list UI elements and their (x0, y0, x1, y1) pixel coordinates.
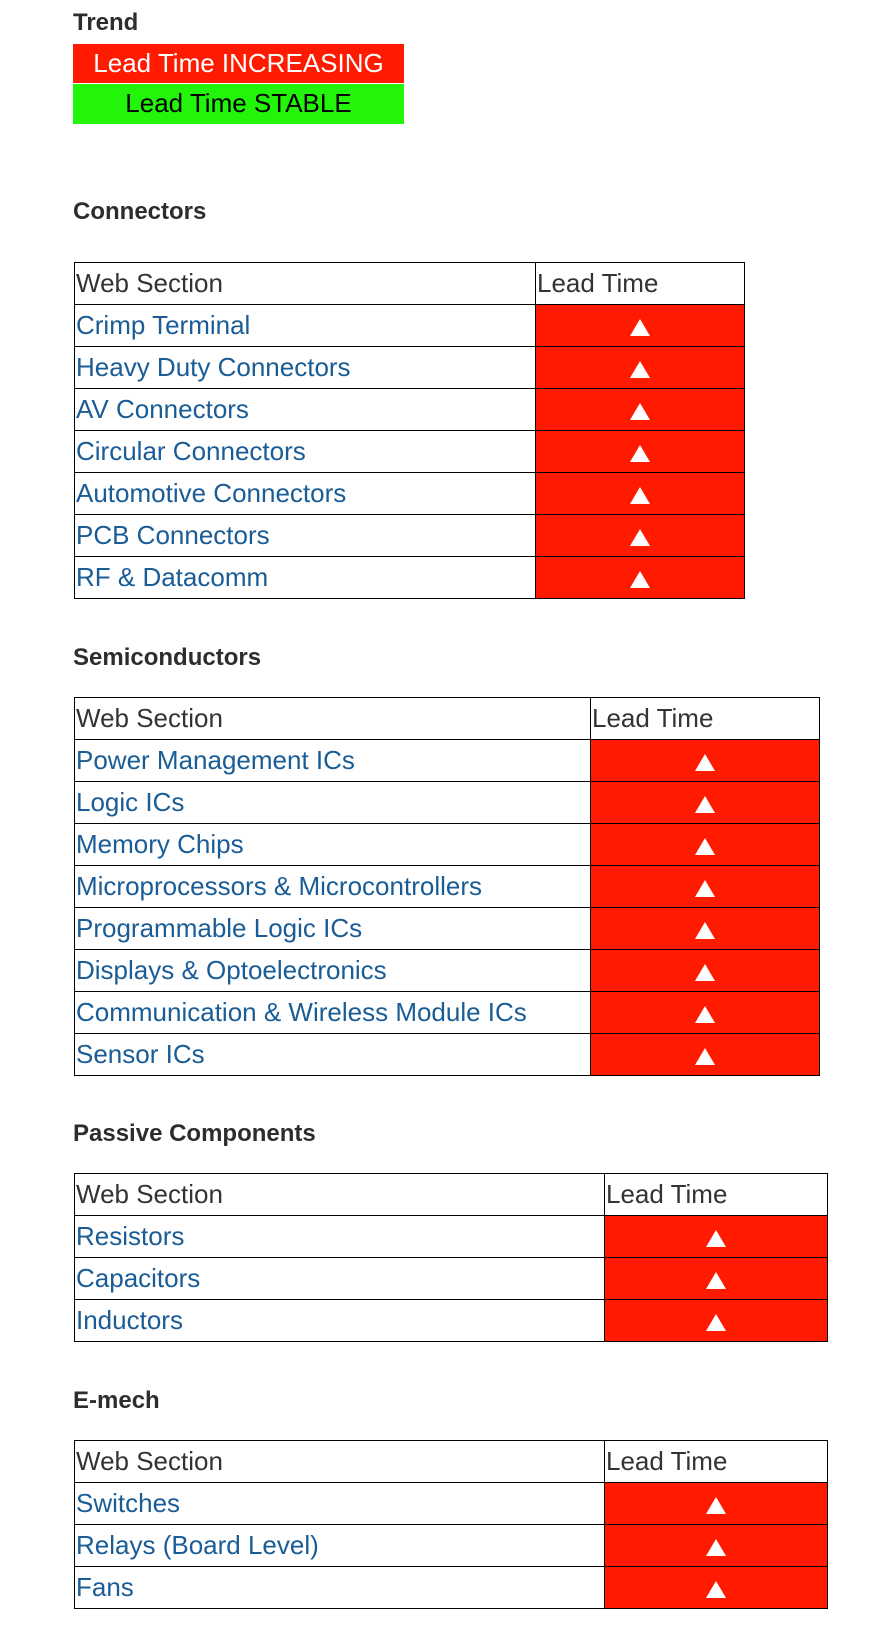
lead-time-cell (605, 1567, 828, 1609)
web-section-link[interactable]: Power Management ICs (76, 745, 355, 775)
web-section-link[interactable]: Automotive Connectors (76, 478, 347, 508)
web-section-link[interactable]: Logic ICs (76, 787, 185, 817)
web-section-cell (75, 866, 591, 908)
table-row (75, 1567, 828, 1609)
web-section-link[interactable]: Fans (76, 1572, 134, 1602)
connectors-table (74, 262, 745, 599)
web-section-link[interactable]: Crimp Terminal (76, 310, 251, 340)
table-row (75, 1258, 828, 1300)
web-section-link[interactable]: Inductors (76, 1305, 183, 1335)
up-triangle-icon (706, 1581, 726, 1598)
passive-table (74, 1173, 828, 1342)
table-row (75, 347, 745, 389)
web-section-link[interactable]: Programmable Logic ICs (76, 913, 363, 943)
lead-time-cell (536, 305, 745, 347)
table-row (75, 866, 820, 908)
up-triangle-icon (695, 1048, 715, 1065)
web-section-link[interactable]: Heavy Duty Connectors (76, 352, 351, 382)
table-row (75, 557, 745, 599)
table-row (75, 740, 820, 782)
up-triangle-icon (695, 922, 715, 939)
web-section-cell (75, 347, 536, 389)
column-header-lead-time: Lead Time (536, 263, 745, 305)
table-header-row (75, 263, 745, 305)
web-section-link[interactable]: Relays (Board Level) (76, 1530, 319, 1560)
legend-stable: Lead Time STABLE (73, 84, 404, 124)
column-header-lead-time: Lead Time (591, 698, 820, 740)
web-section-cell (75, 1525, 605, 1567)
lead-time-cell (591, 992, 820, 1034)
column-header-lead-time: Lead Time (605, 1441, 828, 1483)
web-section-cell (75, 389, 536, 431)
lead-time-cell (591, 950, 820, 992)
lead-time-cell (536, 347, 745, 389)
legend-increasing: Lead Time INCREASING (73, 44, 404, 83)
up-triangle-icon (695, 1006, 715, 1023)
web-section-cell (75, 305, 536, 347)
web-section-cell (75, 782, 591, 824)
lead-time-cell (591, 1034, 820, 1076)
passive-heading: Passive Components (73, 1120, 316, 1147)
emech-heading: E-mech (73, 1387, 160, 1414)
web-section-link[interactable]: RF & Datacomm (76, 562, 269, 592)
lead-time-cell (591, 782, 820, 824)
up-triangle-icon (706, 1314, 726, 1331)
up-triangle-icon (630, 403, 650, 420)
table-row (75, 1525, 828, 1567)
column-header-web-section: Web Section (75, 263, 536, 305)
web-section-link[interactable]: Resistors (76, 1221, 185, 1251)
table-row (75, 1483, 828, 1525)
semiconductors-table (74, 697, 820, 1076)
web-section-cell (75, 1483, 605, 1525)
up-triangle-icon (630, 571, 650, 588)
web-section-link[interactable]: Displays & Optoelectronics (76, 955, 387, 985)
web-section-link[interactable]: Communication & Wireless Module ICs (76, 997, 527, 1027)
up-triangle-icon (706, 1230, 726, 1247)
lead-time-cell (605, 1258, 828, 1300)
web-section-link[interactable]: PCB Connectors (76, 520, 270, 550)
lead-time-cell (605, 1216, 828, 1258)
table-header-row (75, 1441, 828, 1483)
web-section-cell (75, 557, 536, 599)
web-section-cell (75, 1216, 605, 1258)
up-triangle-icon (630, 445, 650, 462)
column-header-web-section: Web Section (75, 1174, 605, 1216)
table-row (75, 305, 745, 347)
table-row (75, 1300, 828, 1342)
table-header-row (75, 1174, 828, 1216)
web-section-cell (75, 824, 591, 866)
up-triangle-icon (695, 838, 715, 855)
up-triangle-icon (695, 880, 715, 897)
up-triangle-icon (630, 319, 650, 336)
up-triangle-icon (695, 754, 715, 771)
web-section-cell (75, 1567, 605, 1609)
web-section-link[interactable]: Sensor ICs (76, 1039, 205, 1069)
table-row (75, 473, 745, 515)
connectors-heading: Connectors (73, 198, 207, 225)
web-section-cell (75, 431, 536, 473)
table-row (75, 992, 820, 1034)
column-header-web-section: Web Section (75, 698, 591, 740)
web-section-link[interactable]: AV Connectors (76, 394, 249, 424)
up-triangle-icon (706, 1272, 726, 1289)
up-triangle-icon (706, 1539, 726, 1556)
table-header-row (75, 698, 820, 740)
column-header-lead-time: Lead Time (605, 1174, 828, 1216)
web-section-cell (75, 740, 591, 782)
web-section-link[interactable]: Switches (76, 1488, 181, 1518)
web-section-cell (75, 1034, 591, 1076)
lead-time-cell (605, 1483, 828, 1525)
lead-time-cell (591, 908, 820, 950)
table-row (75, 389, 745, 431)
table-row (75, 515, 745, 557)
up-triangle-icon (630, 361, 650, 378)
web-section-link[interactable]: Microprocessors & Microcontrollers (76, 871, 482, 901)
web-section-cell (75, 515, 536, 557)
web-section-cell (75, 992, 591, 1034)
lead-time-cell (536, 515, 745, 557)
up-triangle-icon (695, 964, 715, 981)
table-row (75, 1034, 820, 1076)
lead-time-cell (605, 1525, 828, 1567)
lead-time-cell (536, 389, 745, 431)
up-triangle-icon (630, 487, 650, 504)
up-triangle-icon (706, 1497, 726, 1514)
web-section-cell (75, 908, 591, 950)
lead-time-cell (536, 431, 745, 473)
table-row (75, 1216, 828, 1258)
lead-time-cell (591, 824, 820, 866)
web-section-cell (75, 473, 536, 515)
lead-time-cell (591, 866, 820, 908)
emech-table (74, 1440, 828, 1609)
semiconductors-heading: Semiconductors (73, 644, 262, 671)
up-triangle-icon (695, 796, 715, 813)
table-row (75, 431, 745, 473)
lead-time-cell (536, 473, 745, 515)
web-section-link[interactable]: Memory Chips (76, 829, 244, 859)
table-row (75, 782, 820, 824)
lead-time-cell (605, 1300, 828, 1342)
table-row (75, 950, 820, 992)
lead-time-cell (536, 557, 745, 599)
web-section-cell (75, 950, 591, 992)
web-section-cell (75, 1258, 605, 1300)
table-row (75, 824, 820, 866)
up-triangle-icon (630, 529, 650, 546)
table-row (75, 908, 820, 950)
trend-heading: Trend (73, 9, 139, 36)
column-header-web-section: Web Section (75, 1441, 605, 1483)
lead-time-cell (591, 740, 820, 782)
web-section-link[interactable]: Circular Connectors (76, 436, 306, 466)
web-section-cell (75, 1300, 605, 1342)
web-section-link[interactable]: Capacitors (76, 1263, 201, 1293)
